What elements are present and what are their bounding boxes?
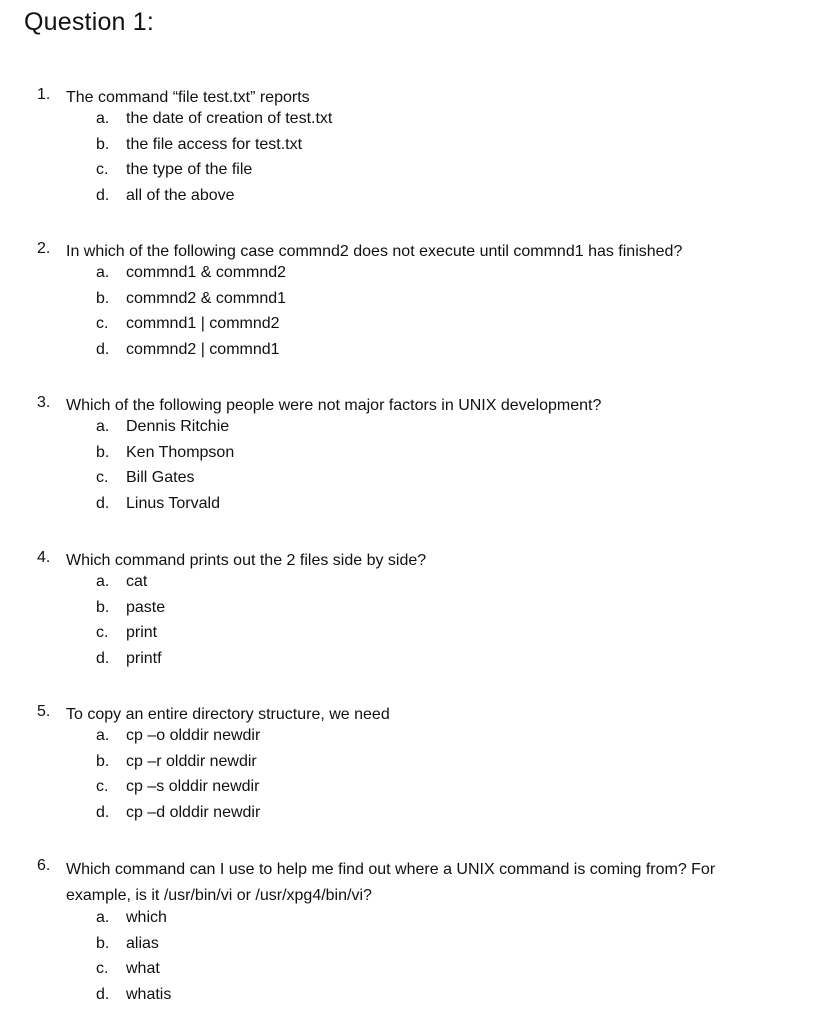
option-text: alias bbox=[126, 934, 159, 952]
option-c[interactable] bbox=[0, 960, 838, 986]
option-letter: d. bbox=[96, 986, 110, 1004]
option-letter: b. bbox=[96, 135, 110, 153]
option-d[interactable] bbox=[0, 341, 838, 367]
option-list bbox=[0, 909, 838, 1012]
question-number: 4. bbox=[37, 549, 51, 566]
option-text: cp –s olddir newdir bbox=[126, 778, 260, 796]
option-letter: a. bbox=[96, 573, 110, 590]
option-d[interactable] bbox=[0, 986, 838, 1012]
option-a[interactable] bbox=[0, 264, 838, 290]
question-number: 3. bbox=[37, 394, 51, 411]
option-d[interactable] bbox=[0, 650, 838, 676]
question-2 bbox=[0, 240, 838, 367]
option-text: commnd2 & commnd1 bbox=[126, 289, 287, 307]
option-list bbox=[0, 573, 838, 676]
option-text: all of the above bbox=[126, 187, 235, 205]
option-letter: c. bbox=[96, 624, 109, 642]
option-a[interactable] bbox=[0, 909, 838, 935]
option-b[interactable] bbox=[0, 753, 838, 779]
option-letter: d. bbox=[96, 650, 110, 668]
question-text: In which of the following case commnd2 does not execute until commnd1 has finished? bbox=[66, 243, 683, 260]
option-list bbox=[0, 727, 838, 830]
option-b[interactable] bbox=[0, 444, 838, 470]
question-text: Which command can I use to help me find out where a UNIX command is coming from? For example, is it /usr/bin/vi or /usr/xpg4/bin/vi? bbox=[66, 861, 716, 904]
option-text: cp –o olddir newdir bbox=[126, 727, 261, 744]
option-text: Dennis Ritchie bbox=[126, 418, 230, 435]
option-text: commnd1 & commnd2 bbox=[126, 264, 287, 281]
option-letter: d. bbox=[96, 495, 110, 513]
option-letter: a. bbox=[96, 909, 110, 926]
option-text: the file access for test.txt bbox=[126, 135, 303, 153]
option-c[interactable] bbox=[0, 161, 838, 187]
question-4 bbox=[0, 549, 838, 676]
page-title: Question 1: bbox=[24, 8, 155, 36]
question-stem bbox=[0, 703, 838, 727]
option-text: paste bbox=[126, 598, 166, 616]
question-stem bbox=[0, 86, 838, 110]
option-c[interactable] bbox=[0, 469, 838, 495]
option-letter: b. bbox=[96, 289, 110, 307]
option-a[interactable] bbox=[0, 727, 838, 753]
option-c[interactable] bbox=[0, 624, 838, 650]
option-text: cp –d olddir newdir bbox=[126, 804, 261, 822]
question-stem bbox=[0, 394, 838, 418]
option-a[interactable] bbox=[0, 110, 838, 136]
question-number: 6. bbox=[37, 857, 51, 874]
option-letter: c. bbox=[96, 469, 109, 487]
option-letter: a. bbox=[96, 264, 110, 281]
option-text: the date of creation of test.txt bbox=[126, 110, 333, 127]
option-letter: c. bbox=[96, 960, 109, 978]
option-a[interactable] bbox=[0, 418, 838, 444]
option-text: commnd2 | commnd1 bbox=[126, 341, 280, 359]
option-letter: c. bbox=[96, 778, 109, 796]
question-number: 5. bbox=[37, 703, 51, 720]
option-text: cat bbox=[126, 573, 148, 590]
option-text: the type of the file bbox=[126, 161, 253, 179]
option-b[interactable] bbox=[0, 136, 838, 162]
option-list bbox=[0, 110, 838, 213]
question-number: 1. bbox=[37, 86, 51, 103]
question-stem bbox=[0, 549, 838, 573]
option-b[interactable] bbox=[0, 599, 838, 625]
option-text: which bbox=[126, 909, 167, 926]
question-6 bbox=[0, 857, 838, 1012]
option-list bbox=[0, 264, 838, 367]
option-letter: b. bbox=[96, 752, 110, 770]
option-text: commnd1 | commnd2 bbox=[126, 315, 280, 333]
option-text: Bill Gates bbox=[126, 469, 195, 487]
option-d[interactable] bbox=[0, 495, 838, 521]
option-text: Ken Thompson bbox=[126, 443, 235, 461]
option-letter: d. bbox=[96, 341, 110, 359]
question-1 bbox=[0, 86, 838, 213]
question-text: To copy an entire directory structure, we need bbox=[66, 706, 390, 723]
option-letter: d. bbox=[96, 187, 110, 205]
question-text: The command “file test.txt” reports bbox=[66, 89, 310, 106]
option-letter: b. bbox=[96, 443, 110, 461]
option-letter: c. bbox=[96, 161, 109, 179]
question-text: Which of the following people were not major factors in UNIX development? bbox=[66, 397, 602, 414]
option-d[interactable] bbox=[0, 804, 838, 830]
option-text: cp –r olddir newdir bbox=[126, 752, 257, 770]
option-text: print bbox=[126, 624, 158, 642]
question-number: 2. bbox=[37, 240, 51, 257]
option-letter: a. bbox=[96, 110, 110, 127]
option-d[interactable] bbox=[0, 187, 838, 213]
question-stem bbox=[0, 240, 838, 264]
option-letter: d. bbox=[96, 804, 110, 822]
option-text: whatis bbox=[126, 986, 172, 1004]
option-c[interactable] bbox=[0, 315, 838, 341]
option-text: printf bbox=[126, 650, 162, 668]
option-letter: a. bbox=[96, 418, 110, 435]
question-stem bbox=[0, 857, 838, 909]
option-letter: b. bbox=[96, 934, 110, 952]
option-letter: b. bbox=[96, 598, 110, 616]
option-list bbox=[0, 418, 838, 521]
option-letter: a. bbox=[96, 727, 110, 744]
option-a[interactable] bbox=[0, 573, 838, 599]
question-text: Which command prints out the 2 files side by side? bbox=[66, 552, 427, 569]
option-text: what bbox=[126, 960, 160, 978]
option-b[interactable] bbox=[0, 935, 838, 961]
option-text: Linus Torvald bbox=[126, 495, 220, 513]
option-b[interactable] bbox=[0, 290, 838, 316]
question-3 bbox=[0, 394, 838, 521]
option-c[interactable] bbox=[0, 778, 838, 804]
question-5 bbox=[0, 703, 838, 830]
option-letter: c. bbox=[96, 315, 109, 333]
